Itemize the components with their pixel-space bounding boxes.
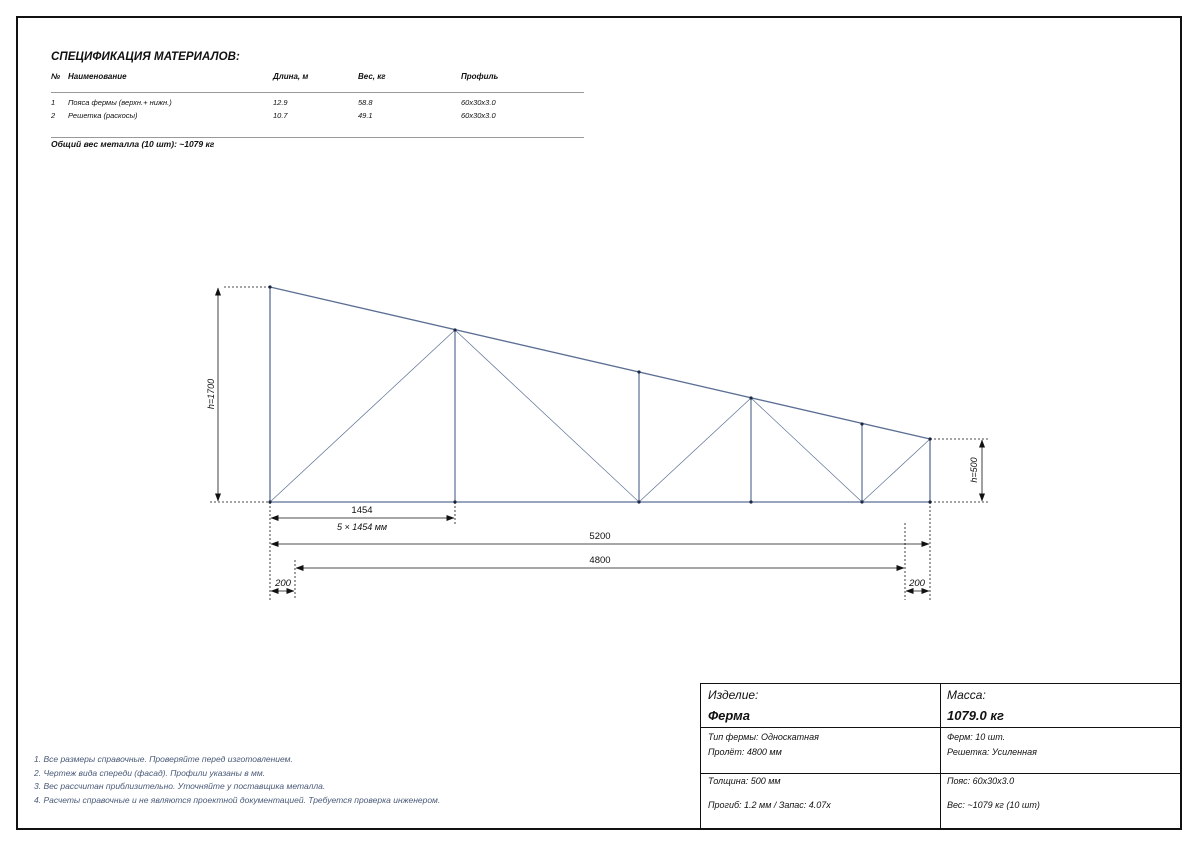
dim-support-right-label: 200: [909, 578, 925, 589]
diagonal-member: [751, 398, 862, 502]
chord-profile: Пояс: 60x30x3.0: [947, 776, 1015, 786]
thickness-value: Толщина: 500 мм: [708, 776, 781, 786]
spec-header-length: Длина, м: [273, 72, 309, 81]
spec-cell-profile: 60x30x3.0: [461, 111, 496, 120]
spec-cell-weight: 58.8: [358, 98, 373, 107]
total-weight: Вес: ~1079 кг (10 шт): [947, 800, 1040, 810]
diagonal-member: [455, 330, 639, 502]
top-chord: [270, 287, 930, 439]
truss-count: Ферм: 10 шт.: [947, 732, 1006, 742]
spec-header-num: №: [51, 72, 61, 81]
dim-panel-label: 1454: [351, 505, 373, 516]
spec-header-profile: Профиль: [461, 72, 499, 81]
dimension-lines: [210, 287, 988, 600]
spec-cell-weight: 49.1: [358, 111, 373, 120]
dim-total-label: 5200: [589, 531, 611, 542]
dim-support-left-label: 200: [275, 578, 291, 589]
spec-cell-length: 12.9: [273, 98, 288, 107]
node: [749, 396, 752, 399]
spec-total: Общий вес металла (10 шт): ~1079 кг: [51, 139, 215, 149]
spec-header-name: Наименование: [68, 72, 127, 81]
spec-cell-num: 1: [51, 98, 56, 107]
node: [637, 500, 640, 503]
note-item: 4. Расчеты справочные и не являются проектной документацией. Требуется проверка инженером.: [34, 794, 441, 805]
title-block-rule: [701, 727, 1180, 728]
spec-title: СПЕЦИФИКАЦИЯ МАТЕРИАЛОВ:: [51, 51, 240, 63]
note-item: 3. Вес рассчитан приблизительно. Уточняйте у поставщика металла.: [34, 781, 326, 792]
node: [860, 500, 863, 503]
note-item: 1. Все размеры справочные. Проверяйте перед изготовлением.: [34, 754, 293, 764]
spec-cell-name: Решетка (раскосы): [68, 111, 138, 120]
title-block: [700, 683, 1181, 829]
truss-verticals: [455, 330, 862, 502]
product-label: Изделие:: [708, 688, 759, 702]
dim-height-right-label: h=500: [969, 457, 979, 483]
title-block-divider: [940, 684, 941, 828]
mass-label: Масса:: [947, 688, 986, 702]
spec-cell-profile: 60x30x3.0: [461, 98, 496, 107]
truss-type: Тип фермы: Односкатная: [708, 732, 819, 742]
spec-header-weight: Вес, кг: [358, 72, 386, 81]
truss-chords: [270, 287, 930, 502]
dim-span-label: 4800: [589, 555, 611, 566]
diagonal-member: [270, 330, 455, 502]
node: [749, 500, 752, 503]
deflection-value: Прогиб: 1.2 мм / Запас: 4.07x: [708, 800, 831, 810]
dim-height-left-label: h=1700: [206, 378, 216, 410]
spec-cell-length: 10.7: [273, 111, 288, 120]
truss-nodes: [268, 285, 931, 503]
notes: [34, 753, 440, 807]
note-item: 2. Чертеж вида спереди (фасад). Профили указаны в мм.: [34, 767, 266, 778]
dimension-labels: [206, 379, 979, 589]
node: [860, 422, 863, 425]
diagonal-member: [639, 398, 751, 502]
spec-cell-num: 2: [51, 111, 56, 120]
title-block-rule: [701, 773, 1180, 774]
mass-value: 1079.0 кг: [947, 708, 1004, 723]
lattice-type: Решетка: Усиленная: [947, 747, 1037, 757]
node: [453, 328, 456, 331]
diagonal-member: [862, 439, 930, 502]
span-value: Пролёт: 4800 мм: [708, 747, 782, 757]
dim-panel-note: 5 × 1454 мм: [336, 522, 388, 532]
spec-cell-name: Пояса фермы (верхн.+ нижн.): [68, 98, 172, 107]
product-value: Ферма: [708, 708, 750, 723]
node: [637, 370, 640, 373]
